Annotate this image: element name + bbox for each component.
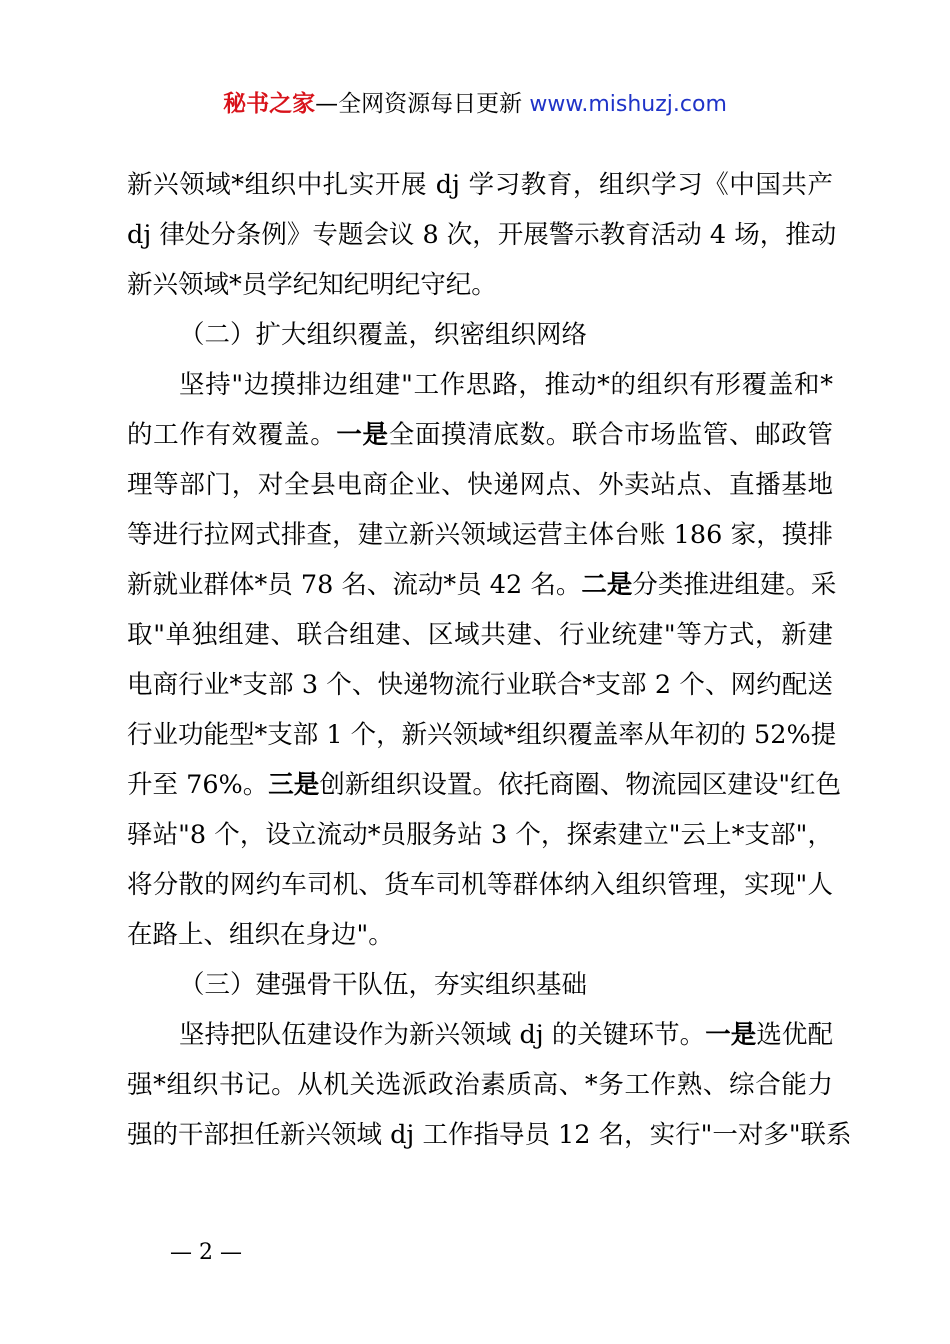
text-run: 分类推进组建。采 <box>632 570 837 600</box>
paragraph-line: 在路上、组织在身边"。 <box>127 920 394 950</box>
paragraph-line <box>127 410 833 460</box>
paragraph-line <box>127 1010 833 1060</box>
paragraph-line: 新兴领域*员学纪知纪明纪守纪。 <box>127 270 497 300</box>
paragraph-line <box>127 760 842 810</box>
header-url[interactable]: www.mishuzj.com <box>529 92 727 117</box>
brand-name: 秘书之家 <box>223 91 316 117</box>
paragraph-line: 电商行业*支部 3 个、快递物流行业联合*支部 2 个、网约配送 <box>127 670 833 700</box>
emphasis-text: 一是 <box>336 420 389 450</box>
paragraph-line: 驿站"8 个，设立流动*员服务站 3 个，探索建立"云上*支部"， <box>127 820 833 850</box>
text-run: 新就业群体*员 78 名、流动*员 42 名。 <box>127 570 582 600</box>
paragraph-line: 强*组织书记。从机关选派政治素质高、*务工作熟、综合能力 <box>127 1070 833 1100</box>
site-header <box>0 86 950 123</box>
text-run: 坚持把队伍建设作为新兴领域 dj 的关键环节。 <box>179 1020 706 1050</box>
header-slogan: —全网资源每日更新 <box>315 91 530 117</box>
paragraph-line: 等进行拉网式排查，建立新兴领域运营主体台账 186 家，摸排 <box>127 520 833 550</box>
paragraph-line: 强的干部担任新兴领域 dj 工作指导员 12 名，实行"一对多"联系 <box>127 1120 852 1150</box>
paragraph-line: 取"单独组建、联合组建、区域共建、行业统建"等方式，新建 <box>127 620 833 650</box>
section-heading: （二）扩大组织覆盖，织密组织网络 <box>179 320 588 350</box>
text-run: 创新组织设置。依托商圈、物流园区建设"红色 <box>319 770 842 800</box>
page-number: — 2 — <box>170 1240 242 1265</box>
paragraph-line: 新兴领域*组织中扎实开展 dj 学习教育，组织学习《中国共产 <box>127 170 833 200</box>
emphasis-text: 二是 <box>581 570 633 600</box>
text-run: 的工作有效覆盖。 <box>127 420 337 450</box>
paragraph-line <box>127 560 837 610</box>
paragraph-line: 将分散的网约车司机、货车司机等群体纳入组织管理，实现"人 <box>127 870 833 900</box>
text-run: 全面摸清底数。联合市场监管、邮政管 <box>388 420 833 450</box>
paragraph-line: 坚持"边摸排边组建"工作思路，推动*的组织有形覆盖和* <box>179 370 833 400</box>
emphasis-text: 一是 <box>705 1020 757 1050</box>
text-run: 升至 76%。 <box>127 770 269 800</box>
document-body <box>127 160 852 1160</box>
section-heading: （三）建强骨干队伍，夯实组织基础 <box>179 970 588 1000</box>
paragraph-line: 行业功能型*支部 1 个，新兴领域*组织覆盖率从年初的 52%提 <box>127 720 837 750</box>
paragraph-line: dj 律处分条例》专题会议 8 次，开展警示教育活动 4 场，推动 <box>127 220 837 250</box>
emphasis-text: 三是 <box>268 770 320 800</box>
paragraph-line: 理等部门，对全县电商企业、快递网点、外卖站点、直播基地 <box>127 470 833 500</box>
text-run: 选优配 <box>756 1020 833 1050</box>
